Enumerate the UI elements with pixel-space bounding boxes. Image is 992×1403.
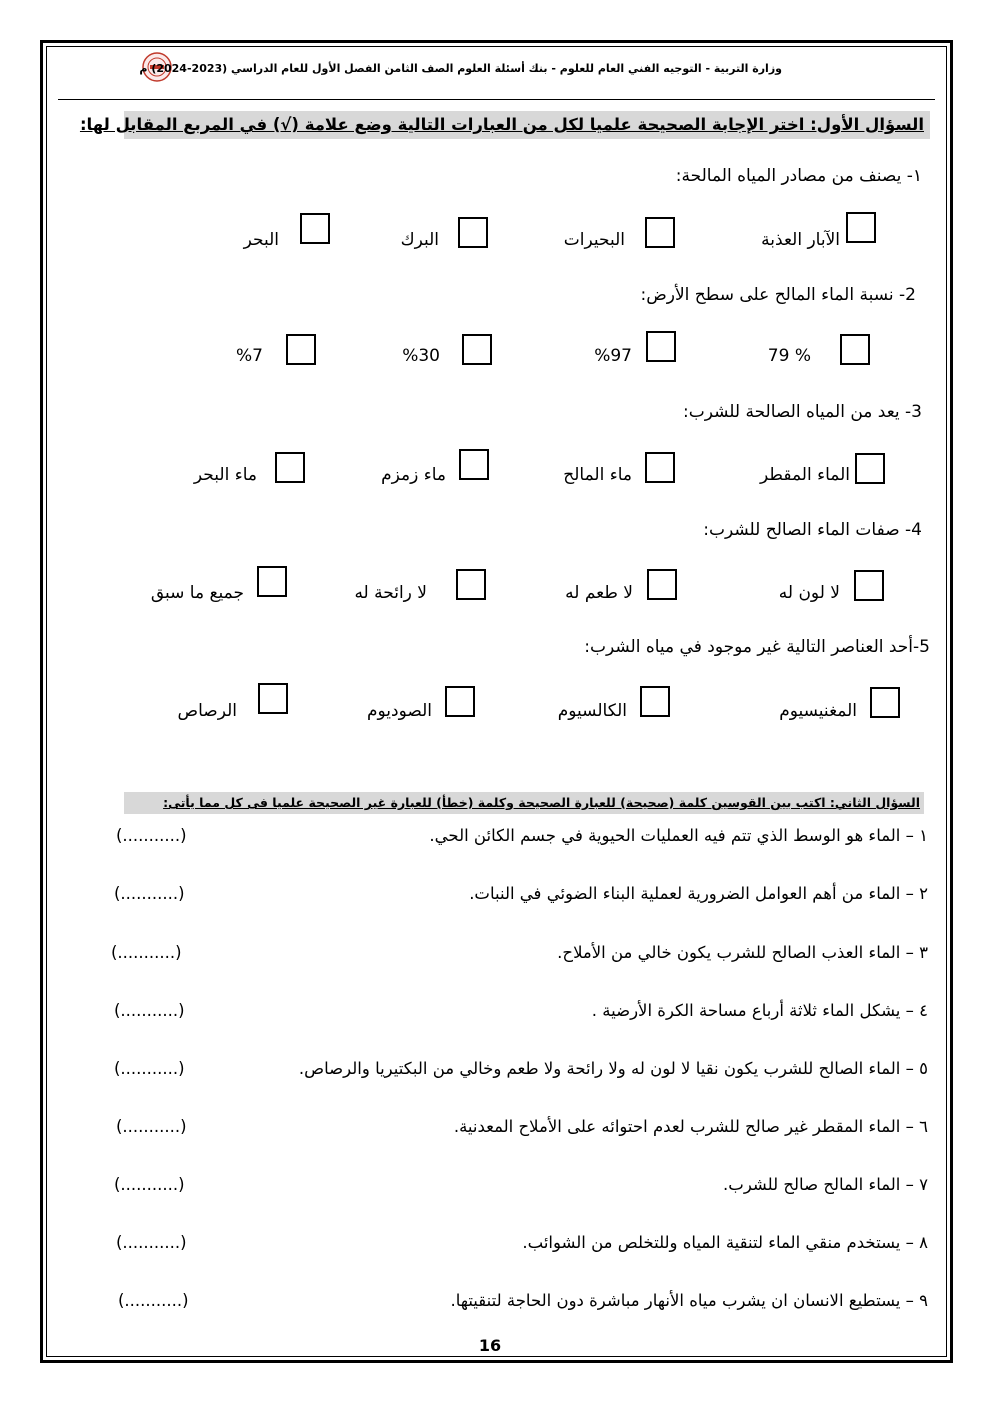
q2-statement-8: ٨ – يستخدم منقي الماء لتنقية المياه وللتخلص من الشوائب. bbox=[522, 1233, 928, 1252]
q1-item1-option-1: الآبار العذبة bbox=[761, 230, 840, 250]
q2-answer-blank-5[interactable]: (...........) bbox=[114, 1059, 185, 1078]
q2-answer-blank-7[interactable]: (...........) bbox=[114, 1175, 185, 1194]
q1-item4-option-2: لا طعم له bbox=[565, 583, 633, 603]
header-text: وزارة التربية - التوجيه الفني العام للعلوم - بنك أسئلة العلوم الصف الثامن الفصل الأول للعام الدراسي (2023-2024) م bbox=[139, 62, 782, 75]
q1-item2-stem: 2- نسبة الماء المالح على سطح الأرض: bbox=[640, 285, 916, 305]
q1-item5-option-3: الصوديوم bbox=[366, 701, 432, 721]
q1-item3-option-1: الماء المقطر bbox=[760, 465, 850, 485]
q2-statement-1: ١ – الماء هو الوسط الذي تتم فيه العمليات الحيوية في جسم الكائن الحي. bbox=[429, 826, 928, 845]
q1-item1-checkbox-4[interactable] bbox=[300, 213, 330, 244]
q2-statement-3: ٣ – الماء العذب الصالح للشرب يكون خالي من الأملاح. bbox=[557, 943, 928, 962]
q1-item3-option-3: ماء زمزم bbox=[381, 465, 446, 485]
q1-item2-checkbox-1[interactable] bbox=[840, 334, 870, 365]
q1-item4-stem: 4- صفات الماء الصالح للشرب: bbox=[703, 520, 922, 540]
q1-item5-checkbox-2[interactable] bbox=[640, 686, 670, 717]
q1-item4-checkbox-3[interactable] bbox=[456, 569, 486, 600]
q1-item5-checkbox-4[interactable] bbox=[258, 683, 288, 714]
q2-answer-blank-9[interactable]: (...........) bbox=[118, 1291, 189, 1310]
q2-statement-9: ٩ – يستطيع الانسان ان يشرب مياه الأنهار مباشرة دون الحاجة لتنقيتها. bbox=[450, 1291, 928, 1310]
q2-statement-4: ٤ – يشكل الماء ثلاثة أرباع مساحة الكرة الأرضية . bbox=[591, 1001, 928, 1020]
q1-item5-checkbox-1[interactable] bbox=[870, 687, 900, 718]
q1-item2-option-2: %97 bbox=[594, 346, 632, 366]
q1-item4-checkbox-2[interactable] bbox=[647, 569, 677, 600]
page-number: 16 bbox=[478, 1336, 502, 1355]
q1-item5-checkbox-3[interactable] bbox=[445, 686, 475, 717]
q1-item3-checkbox-4[interactable] bbox=[275, 452, 305, 483]
q2-statement-7: ٧ – الماء المالح صالح للشرب. bbox=[723, 1175, 928, 1194]
q2-answer-blank-4[interactable]: (...........) bbox=[114, 1001, 185, 1020]
q2-answer-blank-2[interactable]: (...........) bbox=[114, 884, 185, 903]
q1-item3-stem: 3- يعد من المياه الصالحة للشرب: bbox=[682, 402, 922, 422]
q1-item3-checkbox-1[interactable] bbox=[855, 453, 885, 484]
q1-item1-option-2: البحيرات bbox=[563, 230, 625, 250]
question2-title: السؤال الثاني: اكتب بين القوسين كلمة (صحيحة) للعبارة الصحيحة وكلمة (خطأ) للعبارة غير الصحيحة علميا فى كل مما يأتى: bbox=[124, 792, 924, 814]
q1-item5-option-4: الرصاص bbox=[177, 701, 237, 721]
q1-item1-checkbox-3[interactable] bbox=[458, 217, 488, 248]
q1-item3-option-4: ماء البحر bbox=[193, 465, 257, 485]
q1-item4-checkbox-4[interactable] bbox=[257, 566, 287, 597]
q1-item1-checkbox-1[interactable] bbox=[846, 212, 876, 243]
q1-item5-stem: 5-أحد العناصر التالية غير موجود في مياه الشرب: bbox=[584, 637, 930, 657]
q1-item2-checkbox-3[interactable] bbox=[462, 334, 492, 365]
q2-answer-blank-1[interactable]: (...........) bbox=[116, 826, 187, 845]
q1-item3-checkbox-2[interactable] bbox=[645, 452, 675, 483]
question1-title: السؤال الأول: اختر الإجابة الصحيحة علميا لكل من العبارات التالية وضع علامة (√) في المربع المقابل لها: bbox=[124, 111, 930, 139]
q1-item3-option-2: ماء المالح bbox=[563, 465, 632, 485]
q1-item4-checkbox-1[interactable] bbox=[854, 570, 884, 601]
q1-item4-option-4: جميع ما سبق bbox=[150, 583, 244, 603]
q2-answer-blank-6[interactable]: (...........) bbox=[116, 1117, 187, 1136]
q2-answer-blank-3[interactable]: (...........) bbox=[111, 943, 182, 962]
q1-item2-option-4: %7 bbox=[236, 346, 263, 366]
q1-item4-option-1: لا لون له bbox=[778, 583, 840, 603]
q1-item1-checkbox-2[interactable] bbox=[645, 217, 675, 248]
q2-statement-6: ٦ – الماء المقطر غير صالح للشرب لعدم احتوائه على الأملاح المعدنية. bbox=[453, 1117, 928, 1136]
header-divider bbox=[58, 99, 935, 100]
q1-item5-option-2: الكالسيوم bbox=[557, 701, 627, 721]
q1-item2-option-1: % 79 bbox=[767, 346, 811, 366]
q1-item1-option-4: البحر bbox=[243, 230, 279, 250]
q1-item2-checkbox-2[interactable] bbox=[646, 331, 676, 362]
q1-item2-checkbox-4[interactable] bbox=[286, 334, 316, 365]
q2-statement-2: ٢ – الماء من أهم العوامل الضرورية لعملية البناء الضوئي في النبات. bbox=[469, 884, 928, 903]
q1-item1-option-3: البرك bbox=[400, 230, 439, 250]
q2-answer-blank-8[interactable]: (...........) bbox=[116, 1233, 187, 1252]
q1-item1-stem: ١- يصنف من مصادر المياه المالحة: bbox=[675, 166, 922, 186]
q1-item4-option-3: لا رائحة له bbox=[354, 583, 427, 603]
q1-item2-option-3: %30 bbox=[402, 346, 440, 366]
q1-item3-checkbox-3[interactable] bbox=[459, 449, 489, 480]
q2-statement-5: ٥ – الماء الصالح للشرب يكون نقيا لا لون له ولا رائحة ولا طعم وخالي من البكتيريا والرصاص. bbox=[298, 1059, 928, 1078]
q1-item5-option-1: المغنيسيوم bbox=[779, 701, 857, 721]
